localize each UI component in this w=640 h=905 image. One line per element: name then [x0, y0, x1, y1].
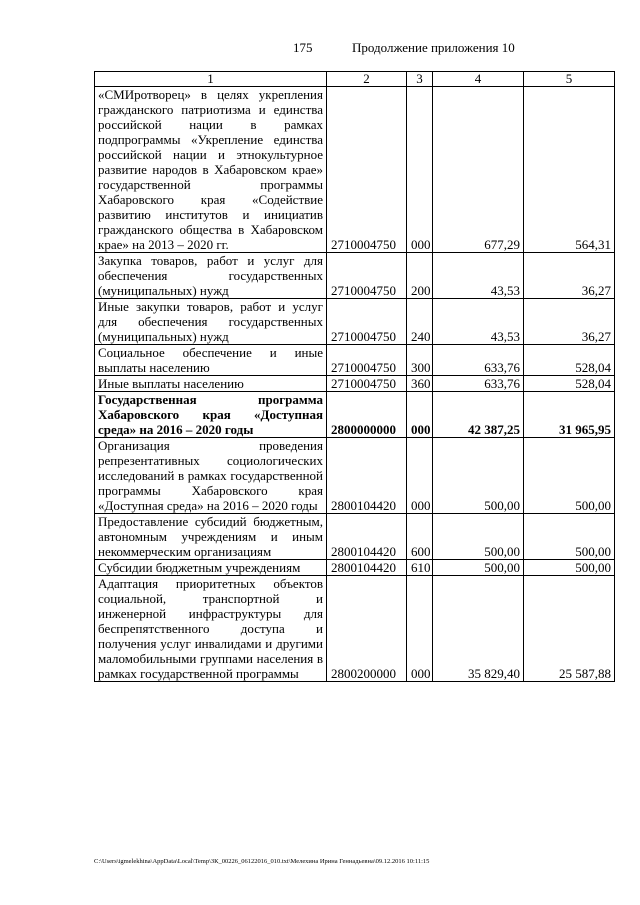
amount-col5: 500,00 [524, 438, 615, 514]
target-article-code: 2800200000 [327, 576, 407, 682]
amount-col5: 36,27 [524, 253, 615, 299]
page-number: 175 [293, 40, 313, 55]
target-article-code: 2710004750 [327, 299, 407, 345]
column-header: 3 [407, 72, 433, 87]
amount-col4: 35 829,40 [433, 576, 524, 682]
column-header: 5 [524, 72, 615, 87]
table-row [95, 438, 615, 514]
amount-col4: 43,53 [433, 253, 524, 299]
row-description: Иные закупки товаров, работ и услуг для обеспечения государственных (муниципальных) нужд [95, 299, 327, 345]
table-row [95, 299, 615, 345]
target-article-code: 2710004750 [327, 253, 407, 299]
amount-col4: 633,76 [433, 376, 524, 392]
target-article-code: 2710004750 [327, 345, 407, 376]
expense-type-code: 240 [407, 299, 433, 345]
column-header-row [95, 72, 615, 87]
row-description: Закупка товаров, работ и услуг для обеспечения государственных (муниципальных) нужд [95, 253, 327, 299]
amount-col5: 25 587,88 [524, 576, 615, 682]
column-header: 2 [327, 72, 407, 87]
appendix-title: Продолжение приложения 10 [352, 40, 515, 55]
expense-type-code: 360 [407, 376, 433, 392]
expense-type-code: 200 [407, 253, 433, 299]
row-description: «СМИротворец» в целях укрепления гражданского патриотизма и единства российской нации в рамках подпрограммы «Укрепление единства российской нации и этнокультурное развитие народов в Хабаровском крае» государственной программы Хабаровского края «Содействие развитию институтов и инициатив гражданского общества в Хабаровском крае» на 2013 – 2020 гг. [95, 87, 327, 253]
table-row [95, 514, 615, 560]
expense-type-code: 000 [407, 438, 433, 514]
table-row [95, 253, 615, 299]
table-row [95, 376, 615, 392]
expense-type-code: 300 [407, 345, 433, 376]
expense-type-code: 000 [407, 392, 433, 438]
target-article-code: 2800104420 [327, 514, 407, 560]
row-description: Социальное обеспечение и иные выплаты населению [95, 345, 327, 376]
target-article-code: 2800000000 [327, 392, 407, 438]
table-row [95, 392, 615, 438]
file-path-footer: C:\Users\igmelekhina\AppData\Local\Temp\ЗК_00226_06122016_010.txt\Мелехина Ирина Геннадьевна\09.12.2016 10:11:15 [94, 858, 430, 865]
amount-col4: 42 387,25 [433, 392, 524, 438]
amount-col5: 564,31 [524, 87, 615, 253]
amount-col5: 500,00 [524, 514, 615, 560]
column-header: 1 [95, 72, 327, 87]
row-description: Государственная программа Хабаровского края «Доступная среда» на 2016 – 2020 годы [95, 392, 327, 438]
target-article-code: 2710004750 [327, 376, 407, 392]
amount-col4: 633,76 [433, 345, 524, 376]
expense-type-code: 000 [407, 87, 433, 253]
expense-type-code: 600 [407, 514, 433, 560]
row-description: Субсидии бюджетным учреждениям [95, 560, 327, 576]
column-header: 4 [433, 72, 524, 87]
expense-type-code: 000 [407, 576, 433, 682]
table-row [95, 345, 615, 376]
amount-col4: 500,00 [433, 514, 524, 560]
amount-col5: 36,27 [524, 299, 615, 345]
target-article-code: 2800104420 [327, 560, 407, 576]
amount-col5: 528,04 [524, 345, 615, 376]
row-description: Иные выплаты населению [95, 376, 327, 392]
target-article-code: 2710004750 [327, 87, 407, 253]
table-row [95, 560, 615, 576]
amount-col4: 500,00 [433, 560, 524, 576]
expense-type-code: 610 [407, 560, 433, 576]
amount-col4: 43,53 [433, 299, 524, 345]
table-row [95, 87, 615, 253]
budget-table [94, 71, 615, 682]
amount-col5: 528,04 [524, 376, 615, 392]
table-row [95, 576, 615, 682]
target-article-code: 2800104420 [327, 438, 407, 514]
amount-col4: 677,29 [433, 87, 524, 253]
row-description: Адаптация приоритетных объектов социальной, транспортной и инженерной инфраструктуры для беспрепятственного доступа и получения услуг инвалидами и другими маломобильными группами населения в рамках государственной программы [95, 576, 327, 682]
amount-col4: 500,00 [433, 438, 524, 514]
row-description: Предоставление субсидий бюджетным, автономным учреждениям и иным некоммерческим организациям [95, 514, 327, 560]
row-description: Организация проведения репрезентативных социологических исследований в рамках государственной программы Хабаровского края «Доступная среда» на 2016 – 2020 годы [95, 438, 327, 514]
amount-col5: 500,00 [524, 560, 615, 576]
amount-col5: 31 965,95 [524, 392, 615, 438]
